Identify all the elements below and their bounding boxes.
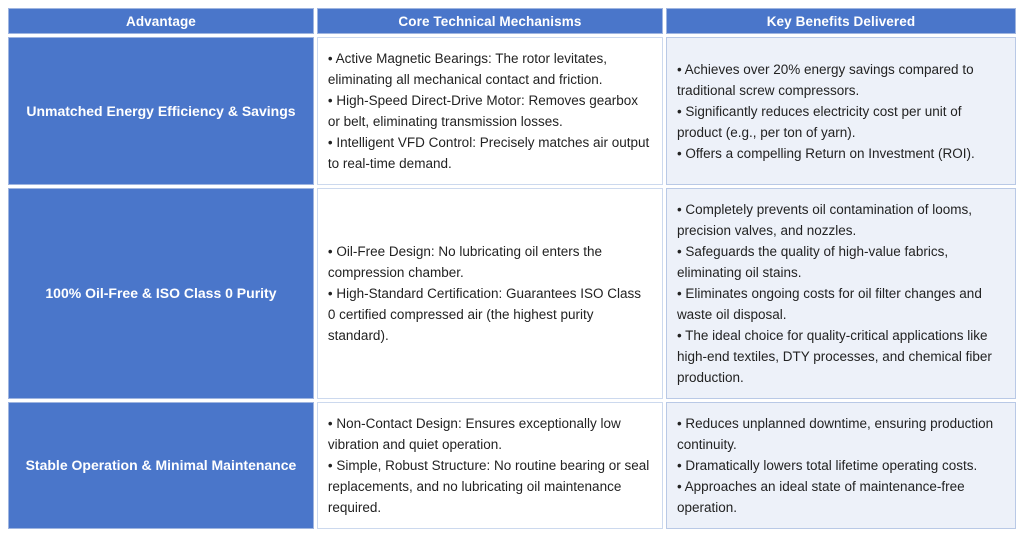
benefits-cell (666, 188, 1016, 399)
benefits-cell (666, 402, 1016, 529)
column-header-benefits: Key Benefits Delivered (666, 8, 1016, 34)
table-row-oil-free (8, 188, 1016, 399)
table-row-energy-efficiency (8, 37, 1016, 185)
bullet-item: • Intelligent VFD Control: Precisely matches air output to real-time demand. (327, 135, 650, 171)
bullet-item: • Achieves over 20% energy savings compared to traditional screw compressors. (676, 61, 974, 98)
bullet-item: • Active Magnetic Bearings: The rotor levitates, eliminating all mechanical contact and friction. (327, 51, 608, 87)
bullet-item: • Simple, Robust Structure: No routine bearing or seal replacements, and no lubricating oil maintenance required. (327, 458, 650, 515)
header-row (8, 8, 1016, 34)
column-header-advantage: Advantage (8, 8, 314, 34)
bullet-item: • Completely prevents oil contamination of looms, precision valves, and nozzles. (676, 202, 973, 238)
mechanisms-cell (317, 37, 663, 185)
bullet-item: • Dramatically lowers total lifetime operating costs. (676, 458, 978, 473)
bullet-item: • High-Speed Direct-Drive Motor: Removes gearbox or belt, eliminating transmission losses. (327, 93, 638, 129)
advantage-label: 100% Oil-Free & ISO Class 0 Purity (8, 188, 314, 399)
bullet-item: • High-Standard Certification: Guarantees ISO Class 0 certified compressed air (the highest purity standard). (327, 286, 642, 343)
advantage-comparison-table (5, 5, 1019, 532)
column-header-mechanisms: Core Technical Mechanisms (317, 8, 663, 34)
bullet-item: • Non-Contact Design: Ensures exceptionally low vibration and quiet operation. (327, 416, 621, 452)
bullet-item: • Reduces unplanned downtime, ensuring production continuity. (676, 416, 994, 452)
benefits-cell (666, 37, 1016, 185)
advantage-label: Stable Operation & Minimal Maintenance (8, 402, 314, 529)
bullet-item: • The ideal choice for quality-critical applications like high-end textiles, DTY processes, and chemical fiber production. (676, 328, 992, 385)
bullet-item: • Offers a compelling Return on Investment (ROI). (676, 145, 975, 161)
bullet-item: • Significantly reduces electricity cost per unit of product (e.g., per ton of yarn). (676, 103, 962, 140)
bullet-item: • Safeguards the quality of high-value fabrics, eliminating oil stains. (676, 244, 949, 280)
bullet-item: • Eliminates ongoing costs for oil filter changes and waste oil disposal. (676, 286, 982, 322)
bullet-item: • Approaches an ideal state of maintenance-free operation. (676, 479, 965, 515)
mechanisms-cell (317, 402, 663, 529)
table-row-stable-operation (8, 402, 1016, 529)
advantage-label: Unmatched Energy Efficiency & Savings (8, 37, 314, 185)
bullet-item: • Oil-Free Design: No lubricating oil enters the compression chamber. (327, 244, 602, 280)
mechanisms-cell (317, 188, 663, 399)
